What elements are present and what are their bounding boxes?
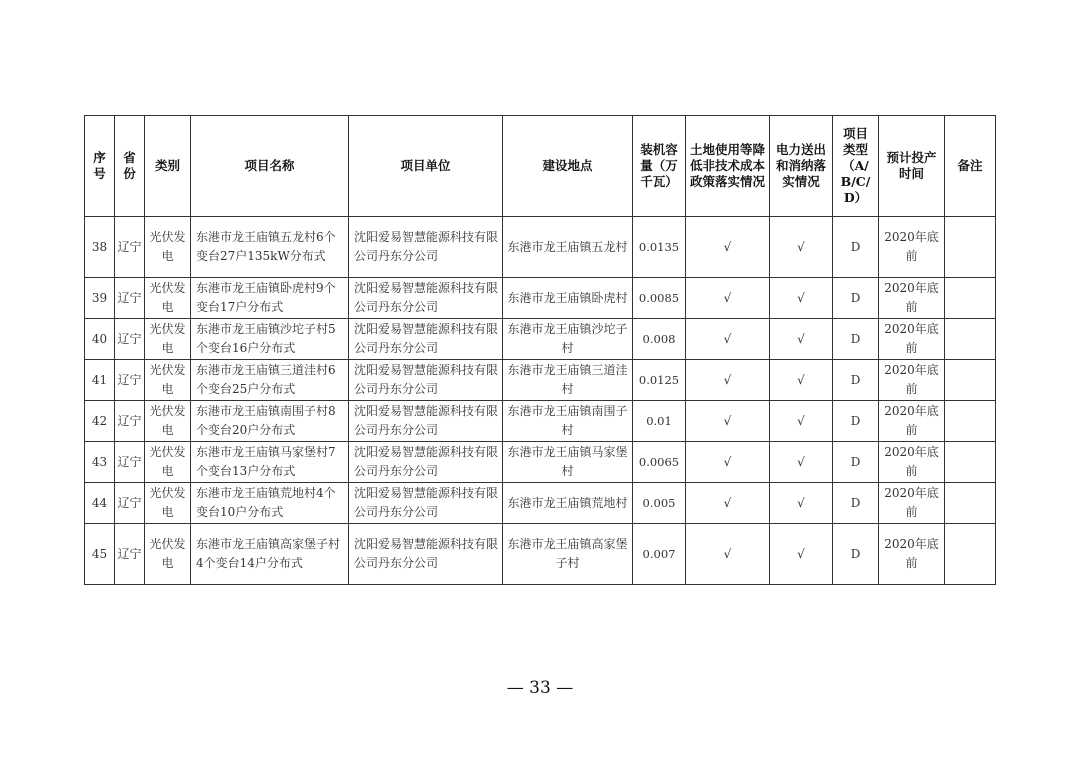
cell-location: 东港市龙王庙镇南围子村 (503, 401, 633, 442)
cell-seq: 43 (85, 442, 115, 483)
cell-location: 东港市龙王庙镇高家堡子村 (503, 524, 633, 585)
project-table (84, 115, 996, 585)
cell-project-unit: 沈阳爱易智慧能源科技有限公司丹东分公司 (349, 278, 503, 319)
cell-remarks (945, 483, 996, 524)
table-body (85, 217, 996, 585)
header-unit: 项目单位 (349, 116, 503, 217)
cell-expected-time: 2020年底前 (879, 401, 945, 442)
cell-capacity: 0.0065 (633, 442, 686, 483)
cell-province: 辽宁 (115, 483, 145, 524)
cell-project-name: 东港市龙王庙镇沙坨子村5个变台16户分布式 (191, 319, 349, 360)
header-seq: 序号 (85, 116, 115, 217)
cell-province: 辽宁 (115, 401, 145, 442)
cell-seq: 41 (85, 360, 115, 401)
table-row (85, 401, 996, 442)
page-number: — 33 — (506, 678, 574, 698)
cell-land-policy: √ (686, 360, 770, 401)
cell-remarks (945, 278, 996, 319)
cell-category: 光伏发电 (145, 442, 191, 483)
cell-project-name: 东港市龙王庙镇三道洼村6个变台25户分布式 (191, 360, 349, 401)
cell-project-type: D (833, 483, 879, 524)
cell-land-policy: √ (686, 483, 770, 524)
cell-category: 光伏发电 (145, 278, 191, 319)
cell-power-delivery: √ (770, 483, 833, 524)
header-project-type: 项目类型（A/B/C/D） (833, 116, 879, 217)
cell-category: 光伏发电 (145, 217, 191, 278)
cell-seq: 40 (85, 319, 115, 360)
cell-province: 辽宁 (115, 524, 145, 585)
cell-seq: 38 (85, 217, 115, 278)
table-row (85, 278, 996, 319)
cell-power-delivery: √ (770, 524, 833, 585)
cell-project-name: 东港市龙王庙镇荒地村4个变台10户分布式 (191, 483, 349, 524)
header-province: 省份 (115, 116, 145, 217)
cell-remarks (945, 401, 996, 442)
cell-expected-time: 2020年底前 (879, 217, 945, 278)
cell-project-unit: 沈阳爱易智慧能源科技有限公司丹东分公司 (349, 360, 503, 401)
cell-project-type: D (833, 524, 879, 585)
cell-remarks (945, 319, 996, 360)
cell-power-delivery: √ (770, 360, 833, 401)
header-category: 类别 (145, 116, 191, 217)
cell-capacity: 0.0085 (633, 278, 686, 319)
cell-expected-time: 2020年底前 (879, 442, 945, 483)
cell-capacity: 0.007 (633, 524, 686, 585)
cell-location: 东港市龙王庙镇五龙村 (503, 217, 633, 278)
cell-category: 光伏发电 (145, 524, 191, 585)
cell-power-delivery: √ (770, 442, 833, 483)
cell-category: 光伏发电 (145, 401, 191, 442)
cell-power-delivery: √ (770, 278, 833, 319)
header-power-delivery: 电力送出和消纳落实情况 (770, 116, 833, 217)
cell-land-policy: √ (686, 442, 770, 483)
table-row (85, 360, 996, 401)
cell-seq: 39 (85, 278, 115, 319)
cell-project-name: 东港市龙王庙镇卧虎村9个变台17户分布式 (191, 278, 349, 319)
cell-project-type: D (833, 401, 879, 442)
cell-location: 东港市龙王庙镇沙坨子村 (503, 319, 633, 360)
cell-location: 东港市龙王庙镇马家堡村 (503, 442, 633, 483)
header-expected-time: 预计投产时间 (879, 116, 945, 217)
cell-expected-time: 2020年底前 (879, 278, 945, 319)
cell-expected-time: 2020年底前 (879, 319, 945, 360)
cell-category: 光伏发电 (145, 483, 191, 524)
cell-project-name: 东港市龙王庙镇高家堡子村4个变台14户分布式 (191, 524, 349, 585)
cell-project-type: D (833, 319, 879, 360)
cell-land-policy: √ (686, 217, 770, 278)
cell-power-delivery: √ (770, 319, 833, 360)
cell-project-unit: 沈阳爱易智慧能源科技有限公司丹东分公司 (349, 217, 503, 278)
cell-land-policy: √ (686, 401, 770, 442)
cell-province: 辽宁 (115, 442, 145, 483)
cell-location: 东港市龙王庙镇卧虎村 (503, 278, 633, 319)
cell-project-unit: 沈阳爱易智慧能源科技有限公司丹东分公司 (349, 319, 503, 360)
cell-province: 辽宁 (115, 278, 145, 319)
table-row (85, 483, 996, 524)
cell-project-unit: 沈阳爱易智慧能源科技有限公司丹东分公司 (349, 442, 503, 483)
cell-province: 辽宁 (115, 360, 145, 401)
cell-project-unit: 沈阳爱易智慧能源科技有限公司丹东分公司 (349, 524, 503, 585)
header-capacity: 装机容量（万千瓦） (633, 116, 686, 217)
header-land-policy: 土地使用等降低非技术成本政策落实情况 (686, 116, 770, 217)
header-row (85, 116, 996, 217)
table-row (85, 319, 996, 360)
cell-project-name: 东港市龙王庙镇五龙村6个变台27户135kW分布式 (191, 217, 349, 278)
header-location: 建设地点 (503, 116, 633, 217)
cell-project-unit: 沈阳爱易智慧能源科技有限公司丹东分公司 (349, 483, 503, 524)
cell-project-name: 东港市龙王庙镇马家堡村7个变台13户分布式 (191, 442, 349, 483)
cell-land-policy: √ (686, 278, 770, 319)
cell-remarks (945, 442, 996, 483)
cell-expected-time: 2020年底前 (879, 524, 945, 585)
cell-power-delivery: √ (770, 217, 833, 278)
cell-project-type: D (833, 442, 879, 483)
cell-category: 光伏发电 (145, 360, 191, 401)
cell-capacity: 0.005 (633, 483, 686, 524)
cell-power-delivery: √ (770, 401, 833, 442)
header-name: 项目名称 (191, 116, 349, 217)
cell-project-type: D (833, 278, 879, 319)
cell-capacity: 0.008 (633, 319, 686, 360)
cell-capacity: 0.0125 (633, 360, 686, 401)
cell-location: 东港市龙王庙镇三道洼村 (503, 360, 633, 401)
cell-project-type: D (833, 360, 879, 401)
cell-expected-time: 2020年底前 (879, 483, 945, 524)
header-remarks: 备注 (945, 116, 996, 217)
cell-seq: 44 (85, 483, 115, 524)
cell-project-type: D (833, 217, 879, 278)
cell-expected-time: 2020年底前 (879, 360, 945, 401)
cell-land-policy: √ (686, 319, 770, 360)
cell-location: 东港市龙王庙镇荒地村 (503, 483, 633, 524)
cell-remarks (945, 360, 996, 401)
cell-project-unit: 沈阳爱易智慧能源科技有限公司丹东分公司 (349, 401, 503, 442)
table-row (85, 442, 996, 483)
cell-land-policy: √ (686, 524, 770, 585)
cell-province: 辽宁 (115, 217, 145, 278)
cell-category: 光伏发电 (145, 319, 191, 360)
table-row (85, 524, 996, 585)
cell-project-name: 东港市龙王庙镇南围子村8个变台20户分布式 (191, 401, 349, 442)
cell-capacity: 0.01 (633, 401, 686, 442)
table-row (85, 217, 996, 278)
cell-seq: 42 (85, 401, 115, 442)
cell-province: 辽宁 (115, 319, 145, 360)
cell-remarks (945, 217, 996, 278)
cell-seq: 45 (85, 524, 115, 585)
cell-remarks (945, 524, 996, 585)
cell-capacity: 0.0135 (633, 217, 686, 278)
